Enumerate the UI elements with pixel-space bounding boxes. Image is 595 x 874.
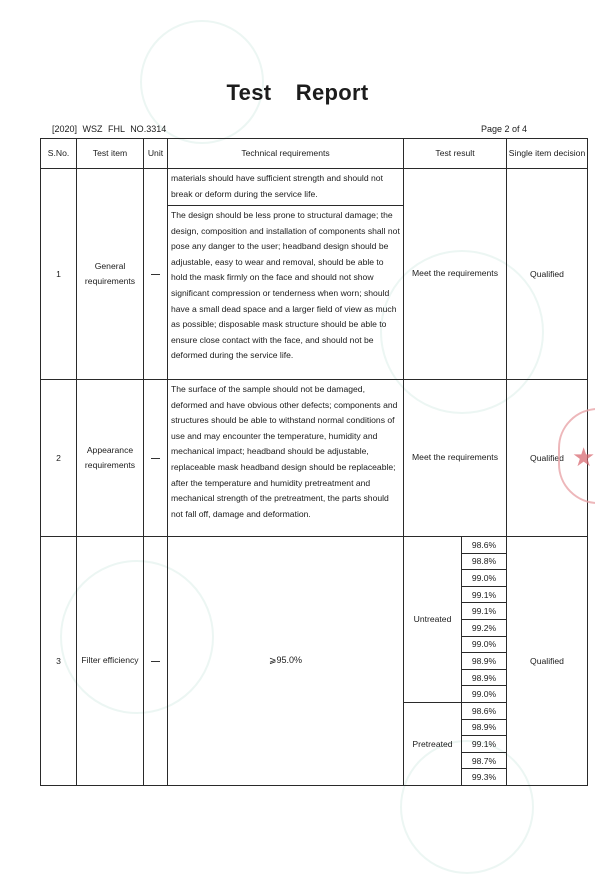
page-indicator: Page 2 of 4 xyxy=(481,124,528,134)
star-icon: ★ xyxy=(572,442,595,472)
pretreated-value: 98.7% xyxy=(462,752,507,769)
row-sno: 3 xyxy=(41,537,77,786)
row-technical-requirements: ⩾95.0% xyxy=(168,537,404,786)
untreated-label: Untreated xyxy=(404,537,462,703)
header-sno: S.No. xyxy=(41,139,77,169)
header-test-result: Test result xyxy=(404,139,507,169)
row-technical-requirements: The surface of the sample should not be damaged, deformed and have obvious other defects; components and structures should be able to withstand normal conditions of use and may encounter the temperature, humidity and mechanical impact; headband should be adjustable, replaceable mask headband design should be replaceable; after the temperature and humidity pretreatment and mechanical strength of the pretreatment, the parts should not fall off, damage and deformation. xyxy=(168,380,404,537)
untreated-value: 99.1% xyxy=(462,586,507,603)
unit-dash xyxy=(144,537,168,786)
report-title: Test Report xyxy=(226,80,369,105)
row-sno: 2 xyxy=(41,380,77,537)
row-technical-requirements: materials should have sufficient strength and should not break or deform during the service life. xyxy=(168,169,404,206)
row-decision: Qualified xyxy=(507,169,588,380)
untreated-value: 98.6% xyxy=(462,537,507,554)
pretreated-label: Pretreated xyxy=(404,702,462,785)
row-decision: Qualified xyxy=(507,537,588,786)
pretreated-value: 98.6% xyxy=(462,702,507,719)
untreated-value: 98.9% xyxy=(462,669,507,686)
header-technical-requirements: Technical requirements xyxy=(168,139,404,169)
table-row xyxy=(41,169,588,206)
table-row xyxy=(41,380,588,537)
pretreated-value: 99.1% xyxy=(462,736,507,753)
header-test-item: Test item xyxy=(77,139,144,169)
header-row xyxy=(41,139,588,169)
untreated-value: 99.0% xyxy=(462,570,507,587)
row-test-item: Filter efficiency xyxy=(77,537,144,786)
test-results-table xyxy=(40,138,588,786)
row-test-result: Meet the requirements xyxy=(404,380,507,537)
pretreated-value: 98.9% xyxy=(462,719,507,736)
row-test-item: Appearance requirements xyxy=(77,380,144,537)
row-decision: Qualified xyxy=(507,380,588,537)
pretreated-value: 99.3% xyxy=(462,769,507,786)
untreated-value: 98.8% xyxy=(462,553,507,570)
row-test-item: General requirements xyxy=(77,169,144,380)
row-test-result: Meet the requirements xyxy=(404,169,507,380)
untreated-value: 99.0% xyxy=(462,686,507,703)
untreated-value: 99.2% xyxy=(462,619,507,636)
unit-dash xyxy=(144,169,168,380)
report-number: [2020] WSZ FHL NO.3314 xyxy=(52,124,167,134)
untreated-value: 98.9% xyxy=(462,653,507,670)
untreated-value: 99.1% xyxy=(462,603,507,620)
header-unit: Unit xyxy=(144,139,168,169)
unit-dash xyxy=(144,380,168,537)
untreated-value: 99.0% xyxy=(462,636,507,653)
row-technical-requirements: The design should be less prone to structural damage; the design, composition and installation of components shall not pose any danger to the user; headband design should be adjustable, easy to wear and removal, should be able to hold the mask firmly on the face and should not show significant compression or tenderness when worn; should have a small dead space and a larger field of view as much as possible; disposable mask structure should be able to ensure close contact with the face, and should not be deformed during the service life. xyxy=(168,206,404,380)
table-row xyxy=(41,537,588,554)
header-single-item-decision: Single item decision xyxy=(507,139,588,169)
row-sno: 1 xyxy=(41,169,77,380)
